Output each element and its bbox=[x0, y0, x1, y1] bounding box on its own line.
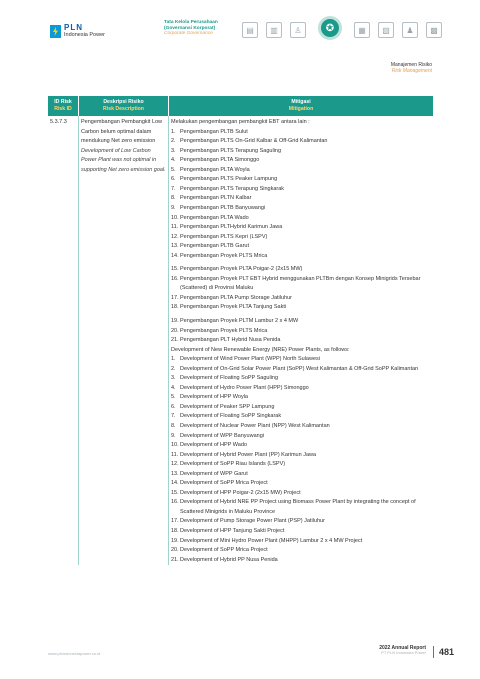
mitigation-intro-en: Development of New Renewable Energy (NRE) Power Plants, as follows: bbox=[171, 346, 350, 353]
mitigation-item-text: Development of SoPP Riau Islands (LSPV) bbox=[180, 461, 286, 468]
mitigation-item-text: Pengembangan PLTS On-Grid Kalbar & Off-Grid Kalimantan bbox=[180, 138, 328, 145]
mitigation-item bbox=[171, 432, 431, 442]
logo-subtitle: Indonesia Power bbox=[64, 32, 105, 38]
mitigation-item bbox=[171, 327, 431, 337]
mitigation-item-number: 9. bbox=[171, 204, 176, 211]
mitigation-item bbox=[171, 336, 431, 346]
mitigation-item-text: Pengembangan Proyek PLT EBT Hybrid menggunakan PLTBm dengan Konsep Minigrids Tersebar (Scattered) di Provinsi Maluku bbox=[180, 275, 421, 292]
mitigation-item bbox=[171, 498, 431, 517]
mitigation-item bbox=[171, 403, 431, 413]
cell-mitigation bbox=[169, 116, 434, 565]
mitigation-item-number: 7. bbox=[171, 413, 176, 420]
header-risk-id: ID Risk Risk ID bbox=[48, 96, 79, 116]
mitigation-item-text: Pengembangan PLTA Wado bbox=[180, 214, 249, 221]
mitigation-item bbox=[171, 365, 431, 375]
mitigation-item-number: 4. bbox=[171, 157, 176, 164]
mitigation-item-number: 1. bbox=[171, 356, 176, 363]
mitigation-item-text: Pengembangan PLTB Banyuwangi bbox=[180, 204, 266, 211]
mitigation-item-text: Development of Nuclear Power Plant (NPP) West Kalimantan bbox=[180, 422, 330, 429]
breadcrumb-id: Manajemen Risiko bbox=[390, 62, 432, 68]
mitigation-item-text: Development of On-Grid Solar Power Plant (SoPP) West Kalimantan & Off-Grid SoPP Kalimantan bbox=[180, 365, 419, 372]
mitigation-item-text: Pengembangan PLTHybrid Karimun Jawa bbox=[180, 224, 283, 231]
mitigation-item bbox=[171, 214, 431, 224]
mitigation-item-number: 6. bbox=[171, 176, 176, 183]
header-risk-description: Deskripsi Risiko Risk Description bbox=[79, 96, 169, 116]
mitigation-item-number: 9. bbox=[171, 432, 176, 439]
mitigation-item-text: Development of Hybrid Power Plant (PP) Karimun Jawa bbox=[180, 451, 317, 458]
mitigation-item-number: 13. bbox=[171, 470, 179, 477]
mitigation-item-text: Development of Hybrid PP Nusa Penida bbox=[180, 556, 278, 563]
mitigation-item-number: 15. bbox=[171, 266, 179, 273]
mitigation-item-text: Development of SoPP Mrica Project bbox=[180, 480, 268, 487]
company-logo[interactable] bbox=[50, 24, 105, 39]
mitigation-item-number: 16. bbox=[171, 275, 179, 282]
footer-report-info bbox=[379, 645, 426, 656]
mitigation-item-number: 12. bbox=[171, 461, 179, 468]
mitigation-item-number: 14. bbox=[171, 480, 179, 487]
mitigation-item-text: Pengembangan Proyek PLTS Mrica bbox=[180, 252, 268, 259]
mitigation-item-number: 8. bbox=[171, 422, 176, 429]
mitigation-item-number: 20. bbox=[171, 547, 179, 554]
people-icon[interactable]: ♙ bbox=[290, 22, 306, 38]
mitigation-item-number: 21. bbox=[171, 556, 179, 563]
mitigation-item-number: 16. bbox=[171, 499, 179, 506]
mitigation-item-text: Pengembangan PLTA Woyla bbox=[180, 166, 250, 173]
mitigation-item-text: Development of Mini Hydro Power Plant (MHPP) Lambur 2 x 4 MW Project bbox=[180, 537, 363, 544]
cell-risk-id: 5.3.7.3 bbox=[48, 116, 79, 565]
mitigation-item-number: 4. bbox=[171, 384, 176, 391]
mitigation-item-text: Pengembangan PLTB Garut bbox=[180, 243, 249, 250]
mitigation-item bbox=[171, 470, 431, 480]
chart-icon[interactable]: ▦ bbox=[354, 22, 370, 38]
mitigation-item-number: 18. bbox=[171, 528, 179, 534]
breadcrumb-en: Risk Management bbox=[391, 68, 432, 75]
mitigation-item-number: 18. bbox=[171, 304, 179, 311]
grid-icon[interactable]: ▩ bbox=[426, 22, 442, 38]
risk-description-id: Pengembangan Pembangkit Low Carbon belum optimal dalam mendukung Net zero emission bbox=[81, 119, 163, 145]
mitigation-item bbox=[171, 422, 431, 432]
mitigation-item-number: 5. bbox=[171, 394, 176, 401]
breadcrumb bbox=[391, 62, 432, 75]
risk-mitigation-table bbox=[48, 96, 433, 565]
mitigation-item bbox=[171, 185, 431, 195]
mitigation-item bbox=[171, 265, 431, 275]
mitigation-item-number: 8. bbox=[171, 195, 176, 202]
mitigation-item-number: 2. bbox=[171, 365, 176, 372]
mitigation-item-number: 7. bbox=[171, 185, 176, 192]
mitigation-item bbox=[171, 537, 431, 547]
mitigation-item-number: 15. bbox=[171, 489, 179, 496]
mitigation-item bbox=[171, 223, 431, 233]
mitigation-item-number: 20. bbox=[171, 327, 179, 334]
mitigation-item bbox=[171, 252, 431, 262]
mitigation-item-number: 17. bbox=[171, 518, 179, 525]
mitigation-item bbox=[171, 147, 431, 157]
section-title-line1: Tata Kelola Perusahaan bbox=[164, 20, 218, 25]
mitigation-item-number: 3. bbox=[171, 147, 176, 154]
cell-risk-description bbox=[79, 116, 169, 565]
mitigation-item-text: Pengembangan PLTS Terapung Saguling bbox=[180, 147, 282, 154]
mitigation-item bbox=[171, 546, 431, 556]
mitigation-item-text: Pengembangan PLTB Sulut bbox=[180, 128, 248, 135]
mitigation-item bbox=[171, 233, 431, 243]
mitigation-item-text: Development of HPP Wado bbox=[180, 442, 247, 449]
mitigation-item bbox=[171, 242, 431, 252]
mitigation-item-text: Development of WPP Garut bbox=[180, 470, 248, 477]
mitigation-item bbox=[171, 479, 431, 489]
book-icon[interactable]: ▤ bbox=[242, 22, 258, 38]
mitigation-item bbox=[171, 355, 431, 365]
document-icon[interactable]: ▥ bbox=[266, 22, 282, 38]
mitigation-item-text: Pengembangan PLT Hybrid Nusa Penida bbox=[180, 337, 281, 344]
mitigation-item-number: 10. bbox=[171, 442, 179, 449]
footer-website[interactable]: www.plnindonesiapower.co.id bbox=[48, 651, 101, 656]
mitigation-item-number: 21. bbox=[171, 337, 179, 344]
mitigation-item bbox=[171, 175, 431, 185]
mitigation-item bbox=[171, 441, 431, 451]
table-row bbox=[48, 116, 433, 565]
mitigation-item bbox=[171, 275, 431, 294]
pln-logo-icon bbox=[50, 25, 61, 38]
mitigation-item-text: Development of WPP Banyuwangi bbox=[180, 432, 264, 439]
mitigation-item bbox=[171, 556, 431, 566]
mitigation-item-text: Development of Hybrid NRE PP Project using Biomass Power Plant by integrating the concept of Scattered Minigrids in Maluku Province bbox=[180, 499, 416, 515]
mitigation-item-text: Pengembangan PLTA Pump Storage Jatiluhur bbox=[180, 294, 293, 301]
mitigation-item-number: 19. bbox=[171, 537, 179, 544]
footer-company: PT PLN Indonesia Power bbox=[381, 650, 426, 655]
mitigation-item bbox=[171, 204, 431, 214]
mitigation-item-text: Development of Hydro Power Plant (HPP) Simonggo bbox=[180, 384, 309, 391]
mitigation-item-text: Development of Floating SoPP Singkarak bbox=[180, 413, 282, 420]
people-icon[interactable]: ♟ bbox=[402, 22, 418, 38]
mitigation-item-number: 5. bbox=[171, 166, 176, 173]
section-title-line3: Corporate Governance bbox=[164, 31, 213, 37]
mitigation-item bbox=[171, 384, 431, 394]
mitigation-item bbox=[171, 137, 431, 147]
mitigation-item bbox=[171, 460, 431, 470]
risk-description-en: Development of Low Carbon Power Plant was not optimal in supporting Net zero emission goal. bbox=[81, 147, 166, 173]
mitigation-item-text: Pengembangan PLTS Kepri (LSPV) bbox=[180, 233, 268, 240]
header-mitigation: Mitigasi Mitigation bbox=[169, 96, 434, 116]
mitigation-item-text: Pengembangan PLTS Peaker Lampung bbox=[180, 176, 278, 183]
mitigation-item-text: Development of Pump Storage Power Plant (PSP) Jatiluhur bbox=[180, 518, 325, 525]
mitigation-intro-id: Melakukan pengembangan pembangkit EBT antara lain : bbox=[171, 119, 310, 126]
mitigation-item bbox=[171, 393, 431, 403]
mitigation-item-number: 2. bbox=[171, 138, 176, 145]
section-title-line2: (Governansi Korporat) bbox=[164, 25, 216, 31]
mitigation-item-number: 10. bbox=[171, 214, 179, 221]
mitigation-item-number: 1. bbox=[171, 128, 176, 135]
mitigation-item bbox=[171, 128, 431, 138]
page-number: 481 bbox=[433, 646, 454, 658]
mitigation-item bbox=[171, 374, 431, 384]
section-title bbox=[164, 20, 218, 37]
mitigation-list-en bbox=[171, 355, 431, 565]
mitigation-item-number: 3. bbox=[171, 375, 176, 382]
mitigation-item bbox=[171, 412, 431, 422]
mitigation-item-text: Development of Wind Power Plant (WPP) North Sulawesi bbox=[180, 356, 320, 363]
mitigation-item bbox=[171, 489, 431, 499]
mitigation-item-text: Pengembangan PLTA Simonggo bbox=[180, 157, 260, 164]
page-header bbox=[0, 16, 480, 52]
mitigation-item-text: Pengembangan Proyek PLTM Lambur 2 x 4 MW bbox=[180, 317, 299, 324]
mitigation-item bbox=[171, 294, 431, 304]
mitigation-item-text: Pengembangan PLTN Kalbar bbox=[180, 195, 252, 202]
document-icon[interactable]: ▧ bbox=[378, 22, 394, 38]
mitigation-item-text: Pengembangan Proyek PLTS Mrica bbox=[180, 327, 268, 334]
mitigation-item bbox=[171, 303, 431, 313]
mitigation-item-text: Development of HPP Poigar-2 (2x15 MW) Project bbox=[180, 489, 301, 496]
mitigation-item-text: Pengembangan Proyek PLTA Tanjung Sakti bbox=[180, 304, 287, 311]
chapter-nav bbox=[238, 20, 446, 40]
mitigation-item-number: 13. bbox=[171, 243, 179, 250]
mitigation-item-text: Development of Peaker SPP Lampung bbox=[180, 403, 275, 410]
mitigation-item bbox=[171, 517, 431, 527]
mitigation-item-text: Development of Floating SoPP Saguling bbox=[180, 375, 279, 382]
mitigation-item bbox=[171, 156, 431, 166]
mitigation-item-number: 12. bbox=[171, 233, 179, 240]
mitigation-item-number: 6. bbox=[171, 403, 176, 410]
mitigation-item bbox=[171, 166, 431, 176]
mitigation-item-text: Development of HPP Woyla bbox=[180, 394, 248, 401]
mitigation-item bbox=[171, 451, 431, 461]
logo-name: PLN bbox=[64, 23, 83, 32]
mitigation-item-number: 17. bbox=[171, 294, 179, 301]
mitigation-item-number: 11. bbox=[171, 224, 179, 231]
mitigation-item-number: 19. bbox=[171, 317, 179, 324]
mitigation-item-text: Development of HPP Tanjung Sakti Project bbox=[180, 528, 285, 534]
mitigation-item-text: Pengembangan Proyek PLTA Poigar-2 (2x15 MW) bbox=[180, 266, 303, 273]
gov-emblem-icon[interactable]: ✪ bbox=[318, 16, 342, 40]
table-header-row bbox=[48, 96, 433, 116]
mitigation-item bbox=[171, 317, 431, 327]
mitigation-item-number: 11. bbox=[171, 451, 179, 458]
footer-report-title: 2022 Annual Report bbox=[379, 645, 426, 651]
mitigation-item-number: 14. bbox=[171, 252, 179, 259]
mitigation-item bbox=[171, 194, 431, 204]
mitigation-item-text: Development of SoPP Mrica Project bbox=[180, 547, 268, 554]
mitigation-item-text: Pengembangan PLTS Terapung Singkarak bbox=[180, 185, 285, 192]
mitigation-list-id bbox=[171, 128, 431, 346]
mitigation-item bbox=[171, 527, 431, 537]
